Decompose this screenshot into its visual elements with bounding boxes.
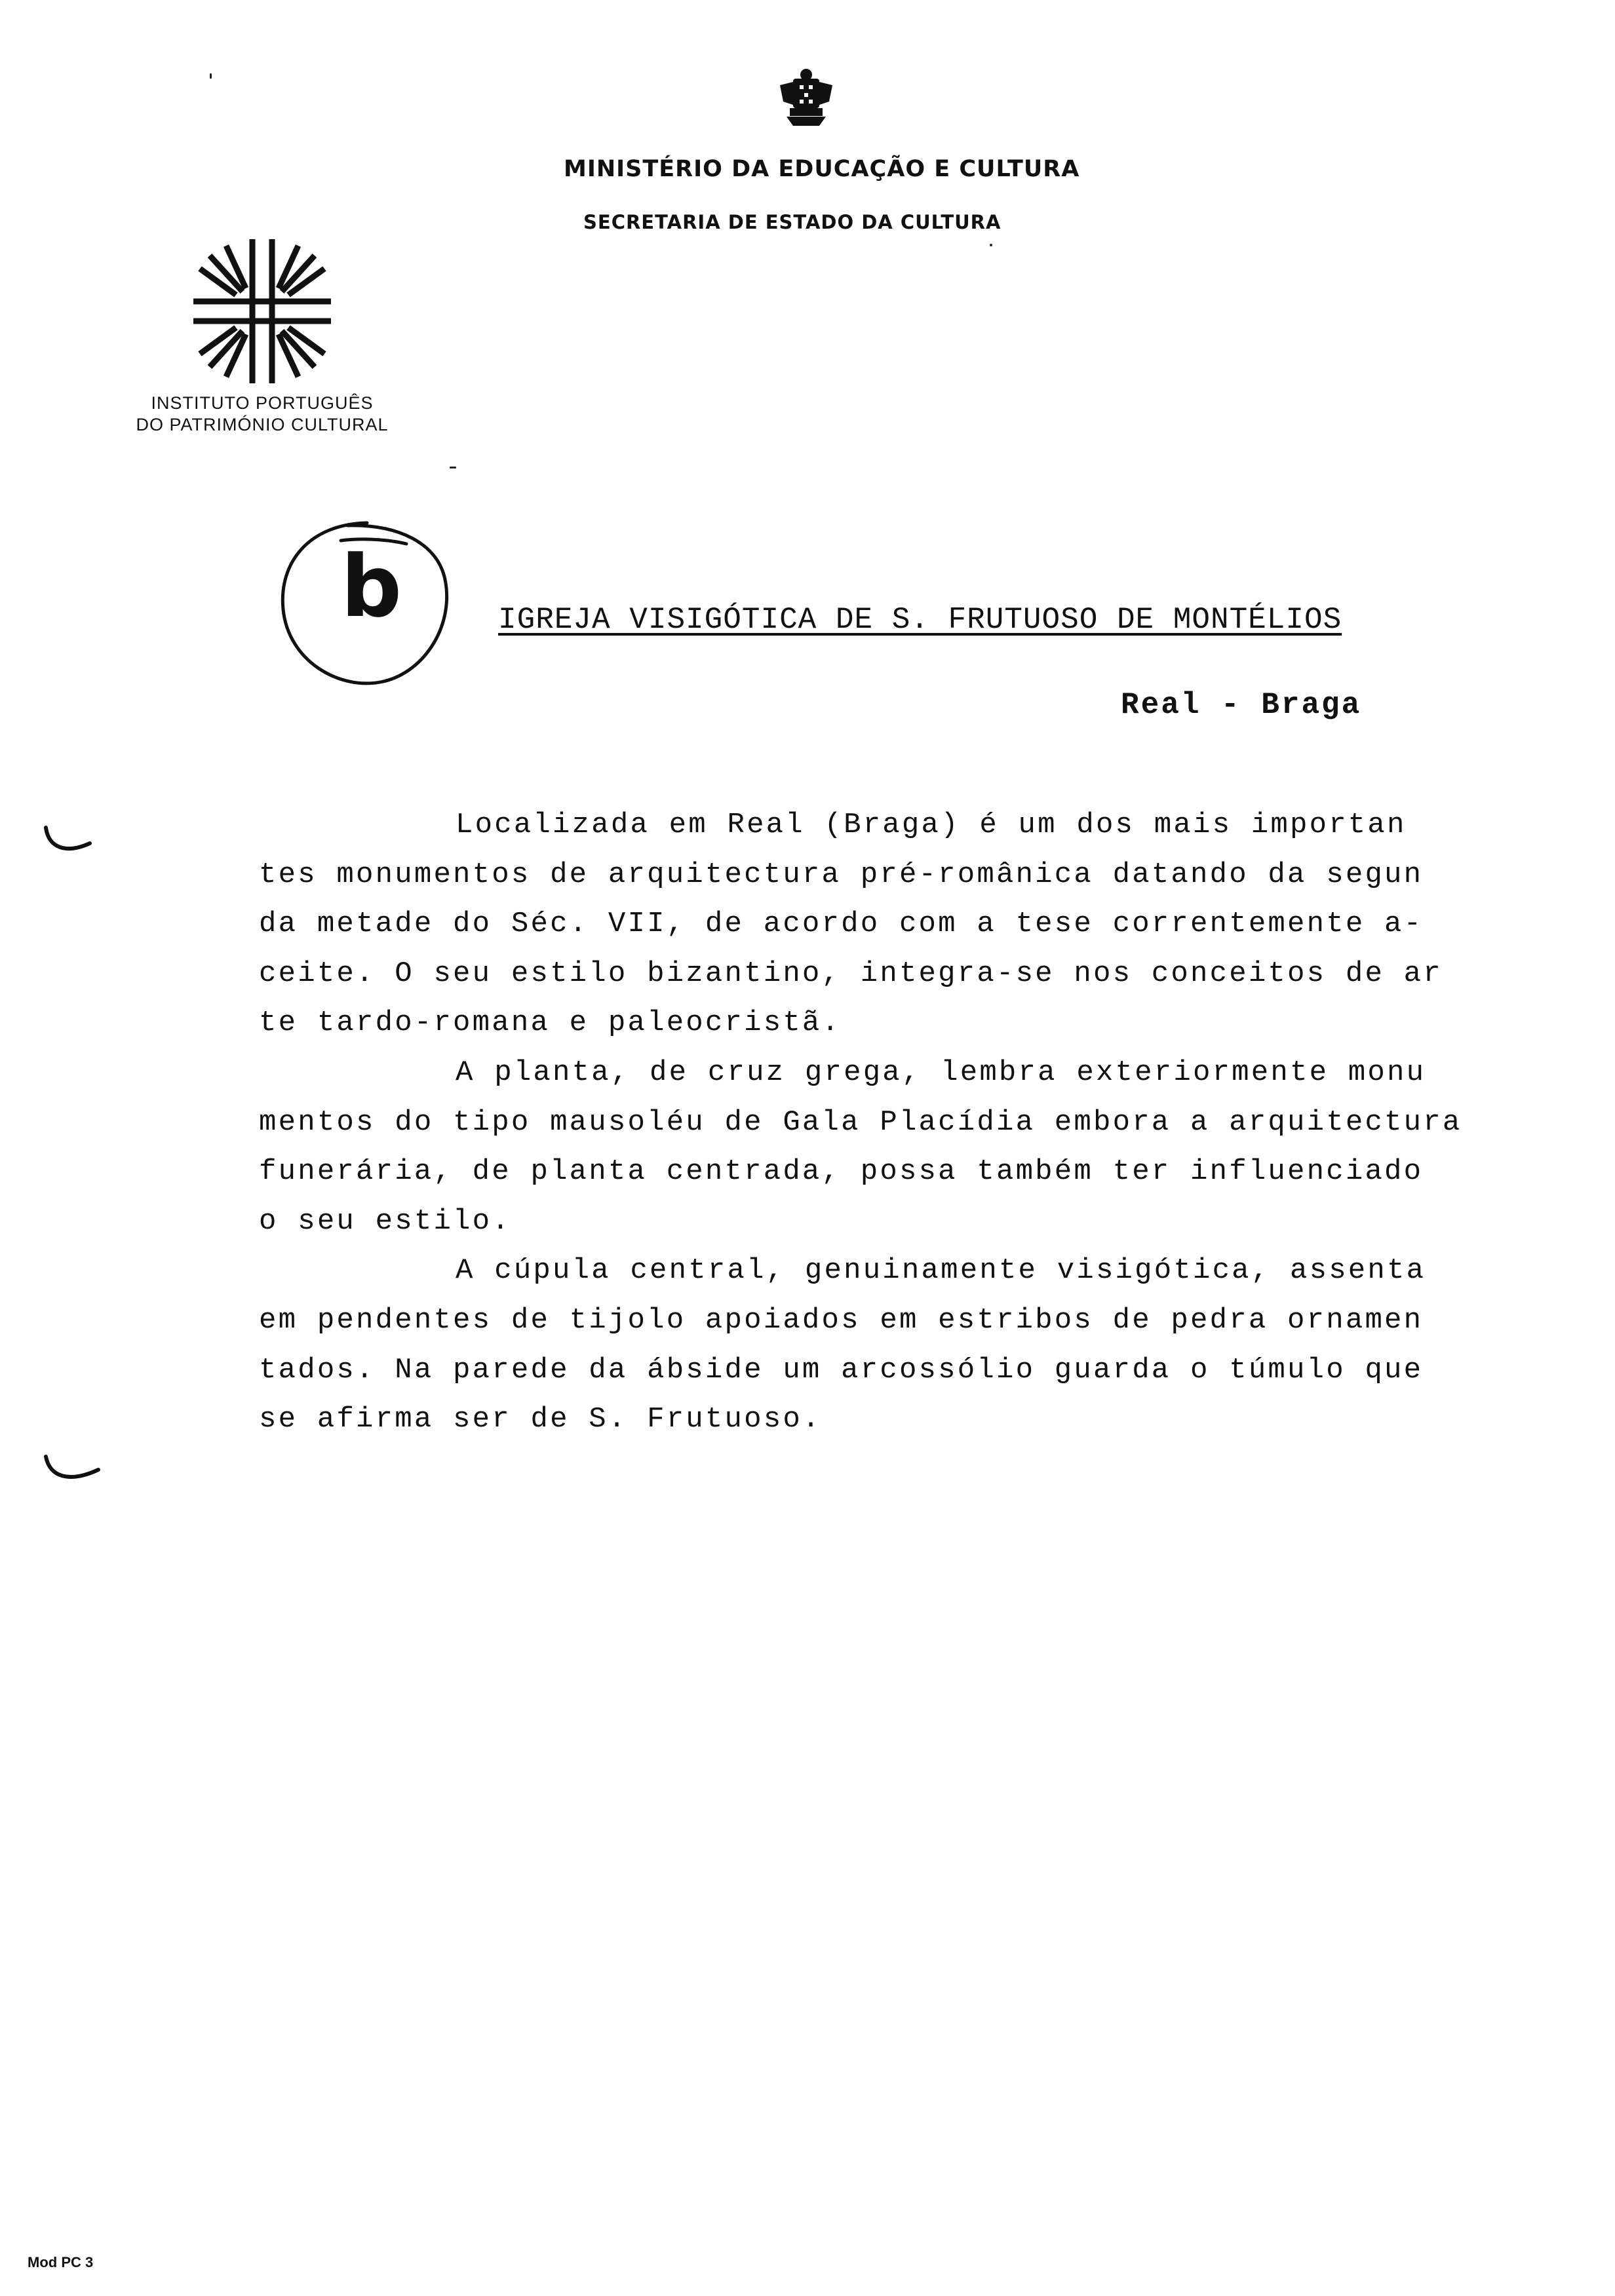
document-title: IGREJA VISIGÓTICA DE S. FRUTUOSO DE MONTÉLIOS — [498, 603, 1342, 637]
scan-speck — [990, 244, 992, 246]
body-line: A cúpula central, genuinamente visigótica, assenta — [456, 1254, 1426, 1288]
body-line: Localizada em Real (Braga) é um dos mais importan — [456, 809, 1407, 841]
document-location: Real - Braga — [1121, 688, 1362, 722]
body-line: ceite. O seu estilo bizantino, integra-se nos conceitos de ar — [259, 957, 1443, 990]
body-line: te tardo-romana e paleocristã. — [259, 1006, 842, 1040]
form-code: Mod PC 3 — [28, 2254, 94, 2270]
secretariat-heading: SECRETARIA DE ESTADO DA CULTURA — [583, 211, 1002, 233]
handwritten-number-text: b — [341, 537, 402, 636]
scan-speck — [450, 467, 456, 469]
body-line: tes monumentos de arquitectura pré-românica datando da segun — [259, 858, 1424, 891]
body-line: mentos do tipo mausoléu de Gala Placídia embora a arquitectura — [259, 1105, 1462, 1139]
body-line: da metade do Séc. VII, de acordo com a tese correntemente a- — [259, 908, 1424, 941]
ipc-cross-logo-icon — [190, 233, 334, 390]
institute-name-line1: INSTITUTO PORTUGUÊS — [151, 393, 374, 413]
body-line: em pendentes de tijolo apoiados em estribos de pedra ornamen — [259, 1303, 1424, 1337]
ministry-heading: MINISTÉRIO DA EDUCAÇÃO E CULTURA — [564, 156, 1080, 182]
body-line: A planta, de cruz grega, lembra exteriormente monu — [456, 1056, 1426, 1089]
body-line: o seu estilo. — [259, 1204, 511, 1238]
body-line: funerária, de planta centrada, possa também ter influenciado — [259, 1155, 1424, 1189]
margin-hole-mark — [41, 822, 100, 862]
body-line: se afirma ser de S. Frutuoso. — [259, 1403, 822, 1436]
institute-name-line2: DO PATRIMÓNIO CULTURAL — [136, 415, 389, 434]
margin-hole-mark — [41, 1451, 106, 1491]
coat-of-arms-icon — [767, 66, 846, 131]
body-line: tados. Na parede da ábside um arcossólio guarda o túmulo que — [259, 1353, 1424, 1387]
handwritten-circled-number — [269, 511, 459, 701]
scan-speck — [210, 73, 212, 79]
document-body — [259, 801, 1504, 1445]
